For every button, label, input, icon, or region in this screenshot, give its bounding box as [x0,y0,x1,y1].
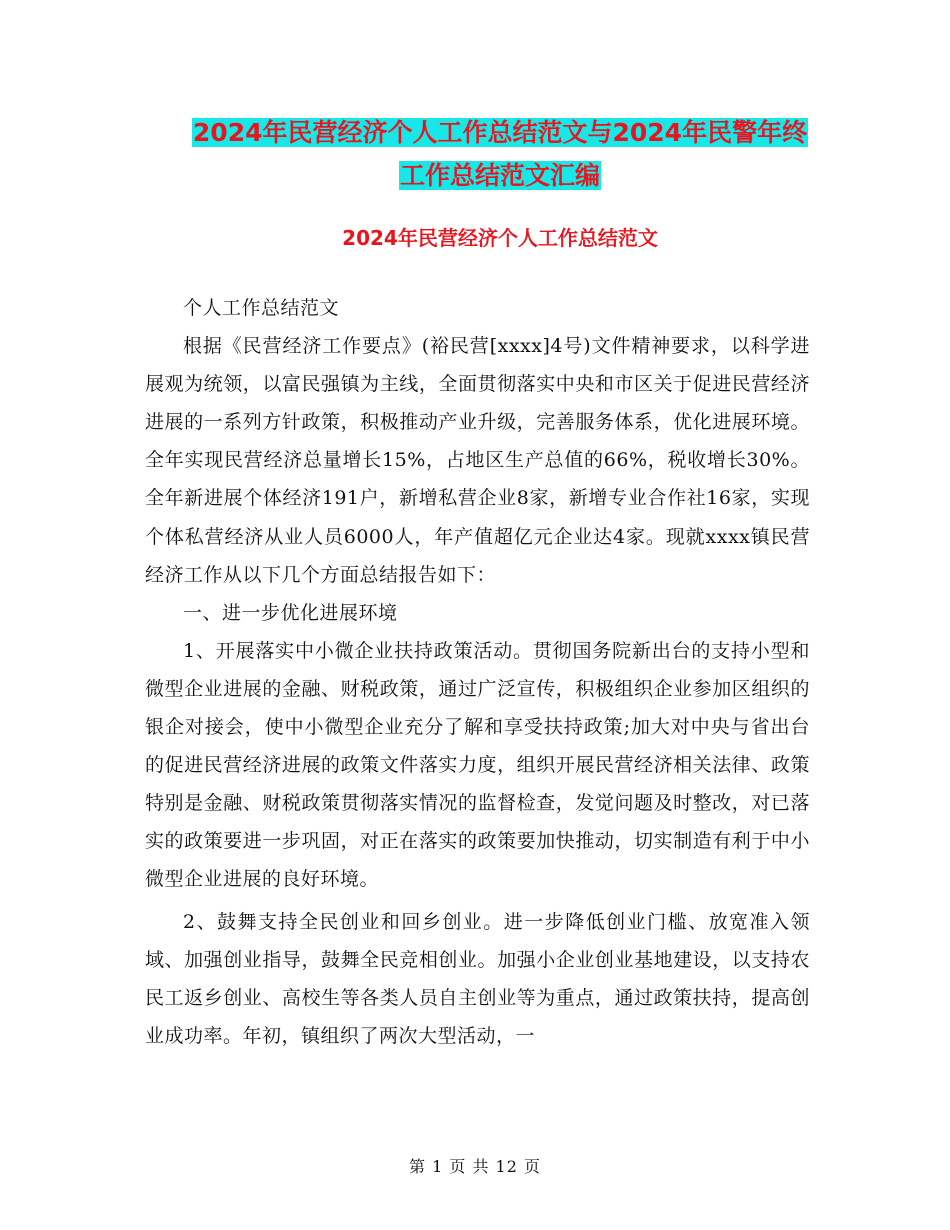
paragraph-intro: 根据《民营经济工作要点》(裕民营[xxxx]4号)文件精神要求，以科学进展观为统领，以富民强镇为主线，全面贯彻落实中央和市区关于促进民营经济进展的一系列方针政策，积极推动产业升级，完善服务体系，优化进展环境。全年实现民营经济总量增长15%，占地区生产总值的66%，税收增长30%。全年新进展个体经济191户，新增私营企业8家，新增专业合作社16家，实现个体私营经济从业人员6000人，年产值超亿元企业达4家。现就xxxx镇民营经济工作从以下几个方面总结报告如下： [145,335,810,586]
document-title-line-2 [140,152,860,200]
title-highlight-1: 2024年民营经济个人工作总结范文与2024年民警年终 [192,118,808,147]
paragraph-section-heading: 一、进一步优化进展环境 [183,601,398,624]
document-body [145,289,810,1055]
paragraph-item-2: 2、鼓舞支持全民创业和回乡创业。进一步降低创业门槛、放宽准入领域、加强创业指导，鼓舞全民竞相创业。加强小企业创业基地建设，以支持农民工返乡创业、高校生等各类人员自主创业等为重点，通过政策扶持，提高创业成功率。年初，镇组织了两次大型活动，一 [145,910,810,1047]
paragraph-heading: 个人工作总结范文 [183,297,340,319]
title-highlight-2: 工作总结范文汇编 [399,161,600,190]
paragraph-item-1: 1、开展落实中小微企业扶持政策活动。贯彻国务院新出台的支持小型和微型企业进展的金融、财税政策，通过广泛宣传，积极组织企业参加区组织的银企对接会，使中小微型企业充分了解和享受扶持政策;加大对中央与省出台的促进民营经济进展的政策文件落实力度，组织开展民营经济相关法律、政策特别是金融、财税政策贯彻落实情况的监督检查，发觉问题及时整改，对已落实的政策要进一步巩固，对正在落实的政策要加快推动，切实制造有利于中小微型企业进展的良好环境。 [145,639,810,891]
document-title-line-1 [140,109,860,157]
page-number-footer: 第 1 页 共 12 页 [409,1157,541,1176]
section-title: 2024年民营经济个人工作总结范文 [342,226,658,250]
